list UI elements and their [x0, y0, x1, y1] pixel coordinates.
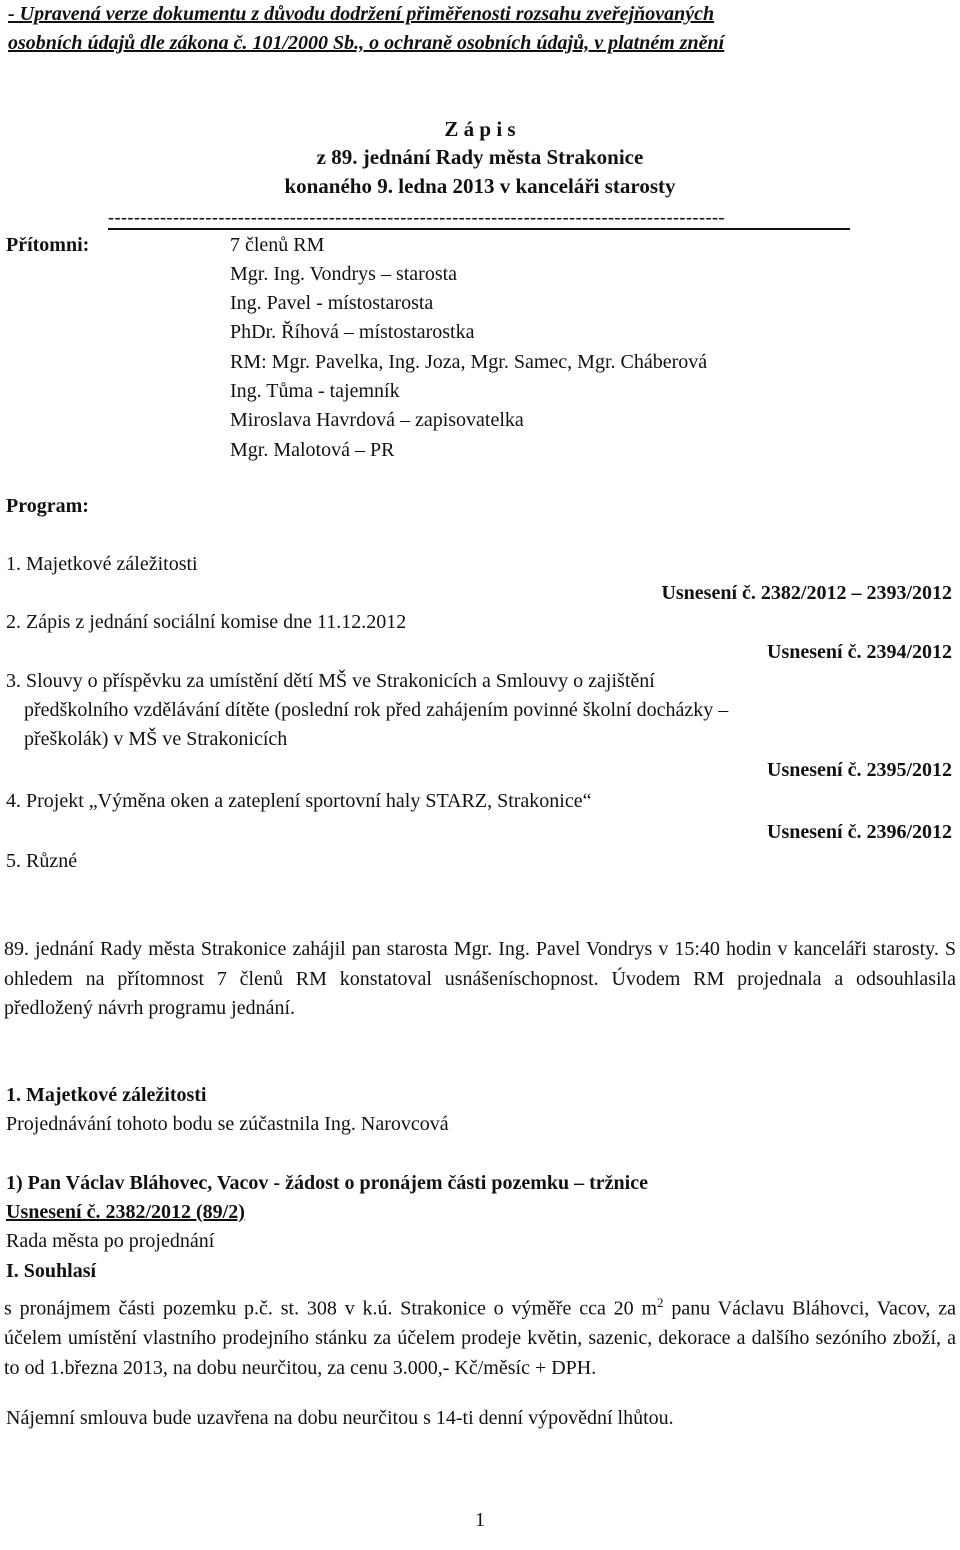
privacy-notice-line-1: - Upravená verze dokumentu z důvodu dodržení přiměřenosti rozsahu zveřejňovaných	[8, 3, 715, 25]
program-item-3: 3. Slouvy o příspěvku za umístění dětí MŠ ve Strakonicích a Smlouvy o zajištění	[6, 670, 655, 692]
attendance-member: PhDr. Říhová – místostarostka	[230, 321, 475, 343]
header-underline	[108, 228, 850, 230]
superscript-2: 2	[657, 1295, 664, 1310]
privacy-notice	[8, 0, 952, 58]
decision-body-part-2: panu Václavu Bláhovci, Vacov, za účelem umístění vlastního prodejního stánku za účelem prodeje květin, sazenic, dekorace a dalšího sezóního zboží, a to od 1.března 2013, na dobu neurčitou, za cenu 3.000,- Kč/měsíc + DPH.	[4, 1297, 956, 1379]
program-label: Program:	[6, 495, 89, 517]
attendance-member: Ing. Tůma - tajemník	[230, 380, 400, 402]
intro-paragraph: 89. jednání Rady města Strakonice zahájil pan starosta Mgr. Ing. Pavel Vondrys v 15:40 hodin v kanceláři starosty. S ohledem na přítomnost 7 členů RM konstatoval usnášeníschopnost. Úvodem RM projednala a odsouhlasila předložený návrh programu jednání.	[4, 938, 956, 1019]
program-resolution-3: Usnesení č. 2395/2012	[767, 759, 952, 781]
section-1-note: Projednávání tohoto bodu se zúčastnila Ing. Narovcová	[6, 1113, 449, 1135]
attendance-member: Mgr. Malotová – PR	[230, 439, 395, 461]
after-discussion: Rada města po projednání	[6, 1230, 215, 1252]
item-title: 1) Pan Václav Bláhovec, Vacov - žádost o pronájem části pozemku – tržnice	[6, 1172, 648, 1194]
page-number: 1	[475, 1509, 485, 1531]
program-item-3-line-3: přeškolák) v MŠ ve Strakonicích	[24, 728, 288, 750]
program-item-5: 5. Různé	[6, 850, 78, 872]
program-item-1: 1. Majetkové záležitosti	[6, 553, 198, 575]
program-item-3-line-2: předškolního vzdělávání dítěte (poslední rok před zahájením povinné školní docházky –	[24, 699, 729, 721]
attendance-member: Miroslava Havrdová – zapisovatelka	[230, 409, 524, 431]
attendance-member: 7 členů RM	[230, 234, 325, 256]
attendance-member: Ing. Pavel - místostarosta	[230, 292, 434, 314]
privacy-notice-line-2: osobních údajů dle zákona č. 101/2000 Sb., o ochraně osobních údajů, v platném znění	[8, 32, 725, 54]
attendance-member: RM: Mgr. Pavelka, Ing. Joza, Mgr. Samec, Mgr. Cháberová	[230, 351, 708, 373]
resolution-number: Usnesení č. 2382/2012 (89/2)	[6, 1201, 245, 1223]
program-resolution-2: Usnesení č. 2394/2012	[767, 641, 952, 663]
document-subtitle: z 89. jednání Rady města Strakonice	[316, 145, 644, 169]
program-item-2: 2. Zápis z jednání sociální komise dne 11.12.2012	[6, 611, 407, 633]
contract-note: Nájemní smlouva bude uzavřena na dobu neurčitou s 14-ti denní výpovědní lhůtou.	[6, 1407, 674, 1429]
program-item-4: 4. Projekt „Výměna oken a zateplení sportovní haly STARZ, Strakonice“	[6, 790, 592, 812]
decision-body	[4, 1288, 956, 1383]
decision-body-part-1: s pronájmem části pozemku p.č. st. 308 v k.ú. Strakonice o výměře cca 20 m	[4, 1297, 658, 1320]
document-title: Z á p i s	[444, 117, 516, 141]
program-resolution-1: Usnesení č. 2382/2012 – 2393/2012	[661, 582, 952, 604]
header-separator: -----------------------------------------------------------------------------------------------	[108, 207, 725, 227]
decision-heading: I. Souhlasí	[6, 1260, 97, 1282]
meeting-place-date: konaného 9. ledna 2013 v kanceláři starosty	[284, 174, 676, 198]
attendance-member: Mgr. Ing. Vondrys – starosta	[230, 263, 458, 285]
program-resolution-4: Usnesení č. 2396/2012	[767, 821, 952, 843]
attendance-label: Přítomni:	[6, 234, 90, 256]
section-1-heading: 1. Majetkové záležitosti	[6, 1084, 207, 1106]
